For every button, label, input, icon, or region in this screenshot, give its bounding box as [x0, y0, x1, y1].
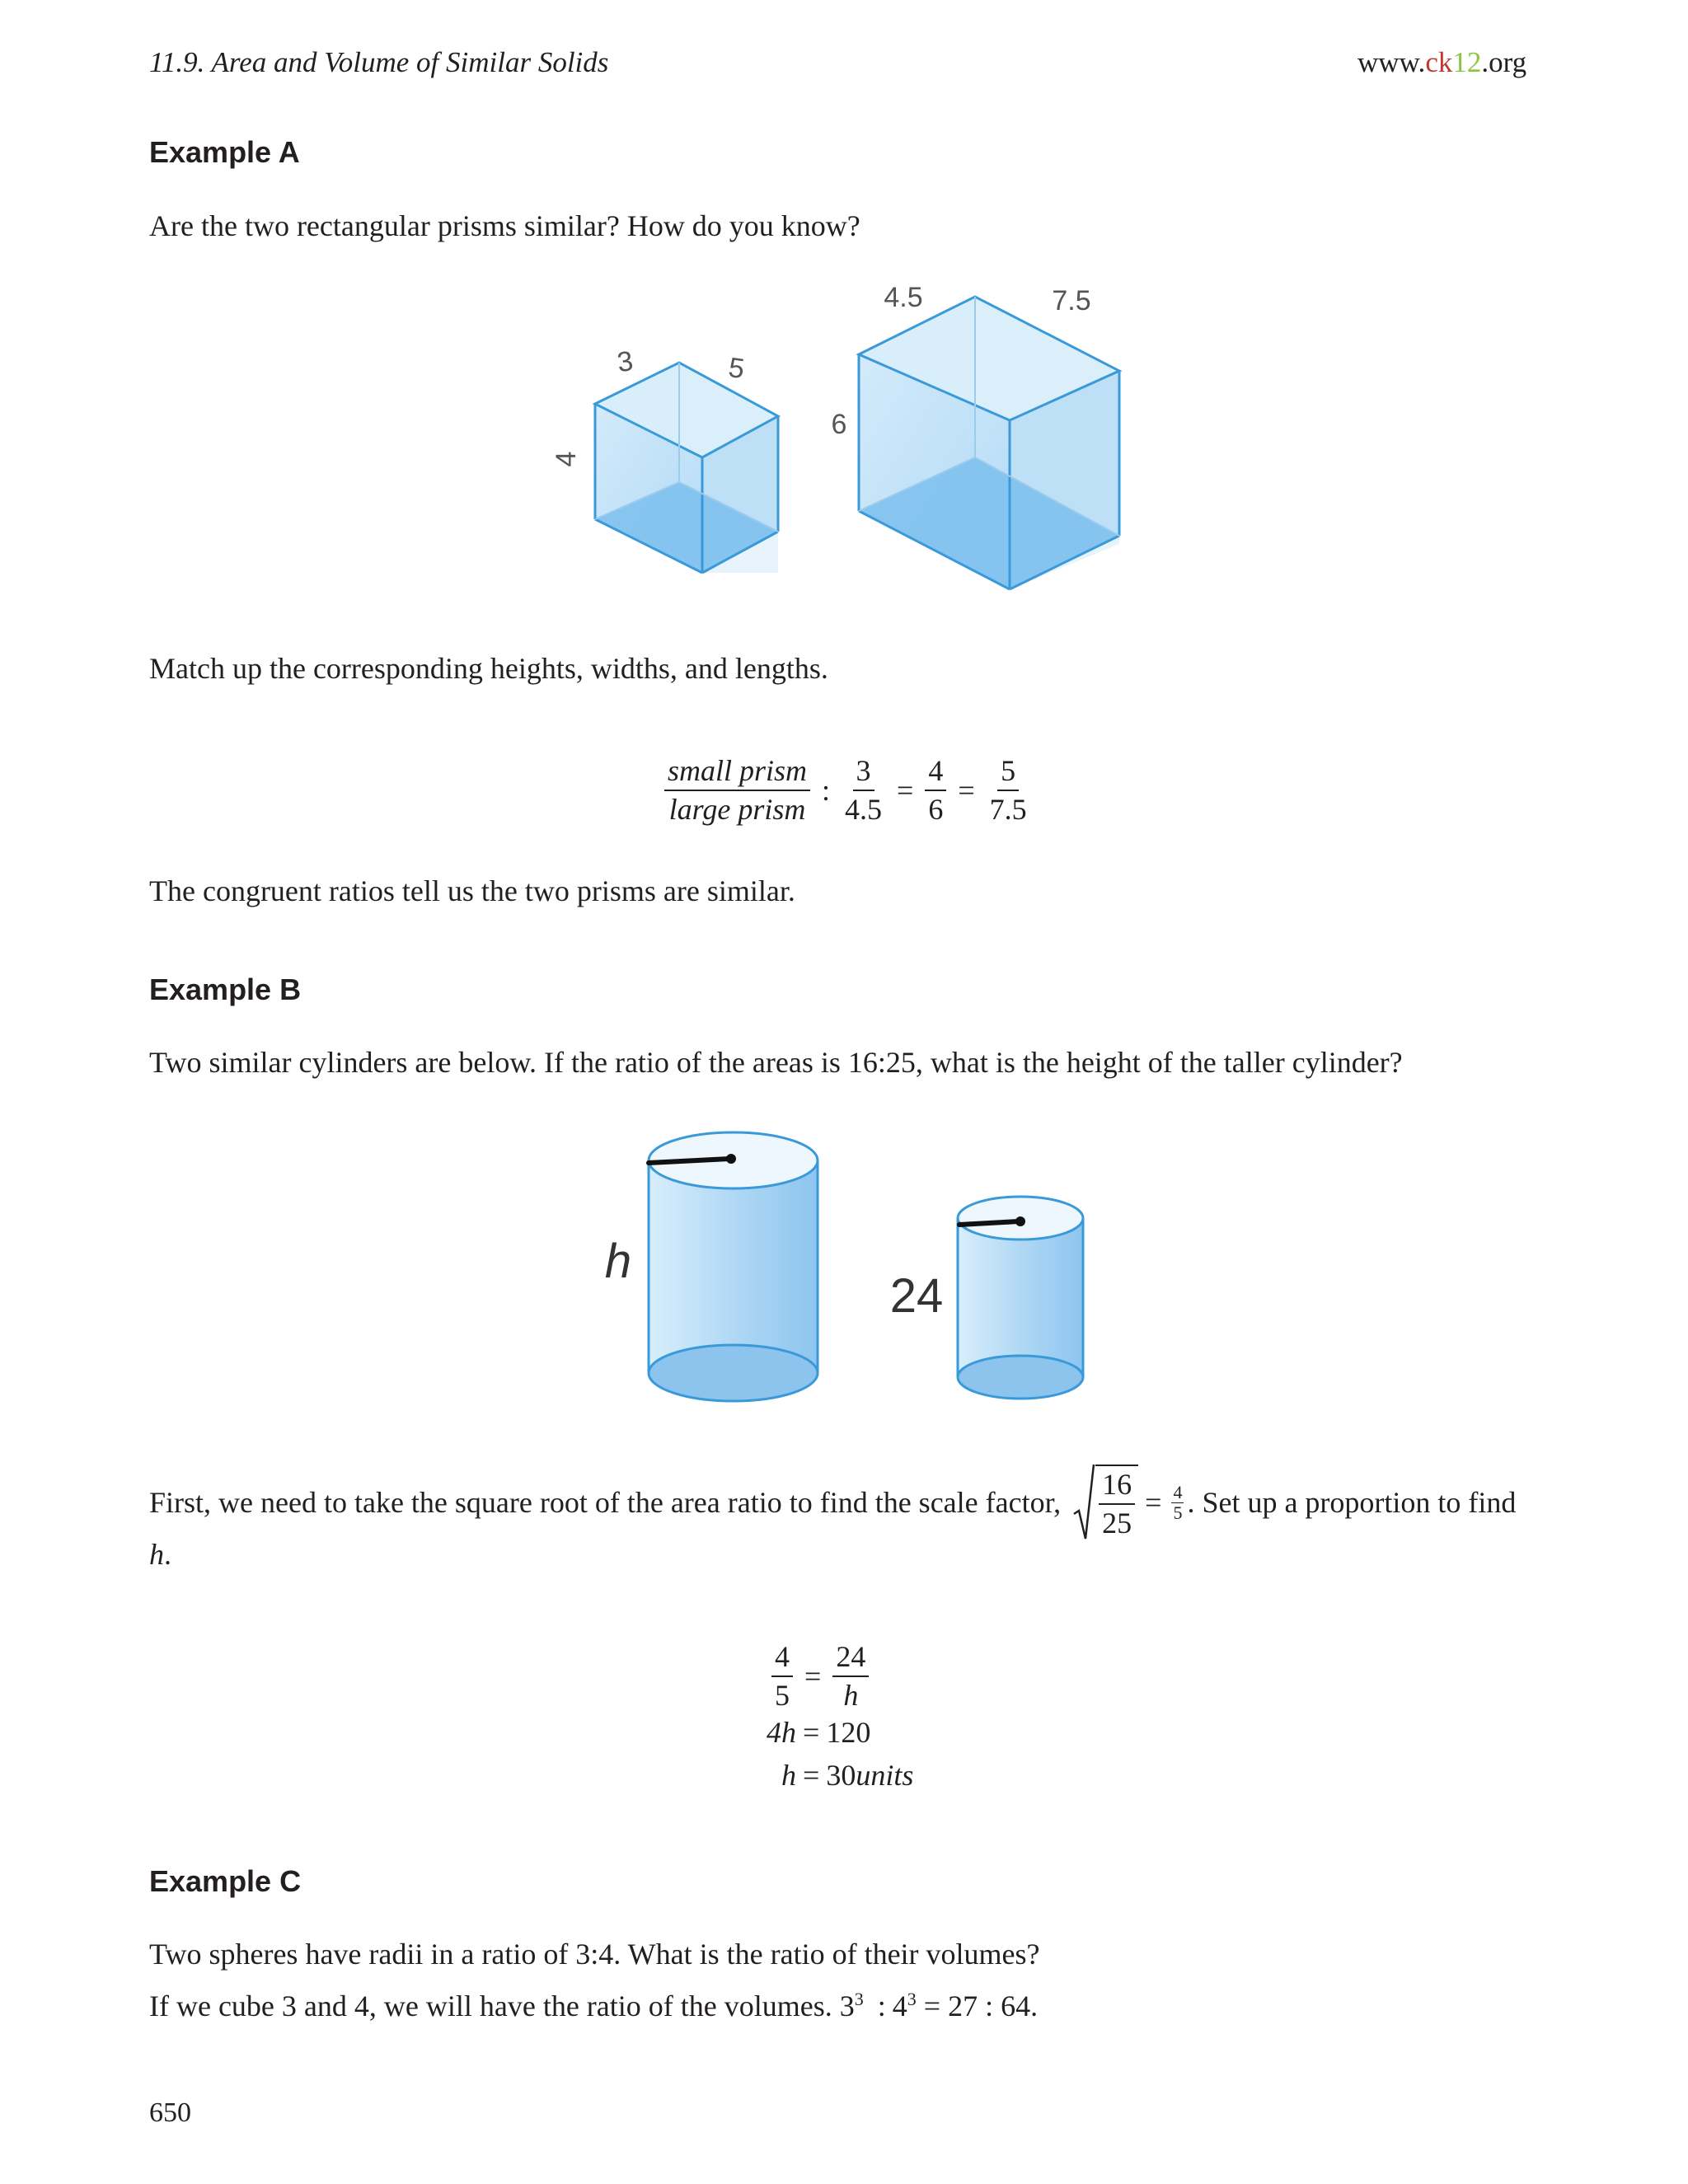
example-c-answer [149, 1989, 1038, 2023]
solution-line-2-left: 4h [767, 1715, 796, 1749]
solution-line-2-right: 120 [826, 1715, 871, 1749]
tall-cylinder-height-label: h [604, 1235, 632, 1288]
answer-colon: : [877, 1990, 886, 2022]
explanation-text-after: . Set up a proportion to find [1187, 1486, 1517, 1519]
solution-fraction-left [771, 1640, 793, 1713]
ratio-fraction-1-den: 4.5 [845, 793, 883, 827]
ratio-fraction-3-den: 7.5 [989, 793, 1027, 827]
explanation-text-before: First, we need to take the square root of the area ratio to find the scale factor, [149, 1486, 1062, 1519]
equals-sign: = [803, 1715, 820, 1749]
answer-exponent-1: 3 [854, 1989, 864, 2009]
short-cylinder-height-label: 24 [889, 1269, 944, 1323]
cylinders-figure [577, 1121, 1104, 1418]
example-a-question: Are the two rectangular prisms similar? How do you know? [149, 209, 860, 242]
example-b-heading: Example B [149, 972, 302, 1006]
ratio-fraction-2-den: 6 [928, 793, 944, 827]
large-prism-height-label: 6 [831, 409, 847, 440]
solution-left-num: 4 [771, 1640, 793, 1677]
site-url-suffix: .org [1481, 46, 1527, 78]
example-c-question: Two spheres have radii in a ratio of 3:4. What is the ratio of their volumes? [149, 1938, 1040, 1971]
large-prism-width-label: 4.5 [884, 282, 923, 313]
solution-line-3-left: h [781, 1758, 796, 1792]
scale-den: 5 [1173, 1502, 1183, 1523]
small-prism [551, 345, 778, 573]
equals-sign: = [897, 774, 914, 808]
page-number: 650 [149, 2097, 191, 2128]
solution-line-3-unit: units [856, 1758, 914, 1792]
prism-ratio-label-fraction [664, 754, 810, 827]
square-root [1072, 1463, 1138, 1542]
example-c-answer-text: If we cube 3 and 4, we will have the ratio of the volumes. [149, 1990, 832, 2022]
equals-sign: = [1145, 1486, 1162, 1519]
site-url-12: 12 [1452, 46, 1482, 78]
ratio-fraction-2 [925, 754, 946, 827]
example-a-step: Match up the corresponding heights, widths, and lengths. [149, 652, 828, 685]
variable-h: h [149, 1538, 164, 1571]
prism-ratio-bottom: large prism [668, 793, 806, 827]
prisms-figure [544, 280, 1154, 618]
answer-exponent-2: 3 [907, 1989, 917, 2009]
tall-cylinder [605, 1132, 818, 1401]
solution-right-den: h [843, 1679, 859, 1713]
example-c-heading: Example C [149, 1864, 302, 1898]
site-url[interactable] [1357, 46, 1526, 79]
short-cylinder-radius [959, 1221, 1019, 1225]
small-prism-height-label: 4 [551, 451, 582, 467]
solution-line-2 [767, 1715, 964, 1750]
ratio-fraction-1-num: 3 [853, 754, 874, 791]
site-url-ck: ck [1425, 46, 1453, 78]
scale-num: 4 [1173, 1482, 1183, 1503]
small-prism-width-label: 3 [615, 344, 635, 379]
proportion-solution [767, 1640, 964, 1793]
example-b-explanation [149, 1463, 1516, 1542]
answer-base-1: 3 [839, 1990, 855, 2022]
ratio-colon: : [822, 774, 831, 808]
equals-sign: = [804, 1660, 822, 1694]
solution-fraction-right [832, 1640, 869, 1713]
equals-sign: = [958, 774, 975, 808]
scale-factor-fraction [1171, 1483, 1184, 1521]
solution-right-num: 24 [832, 1640, 869, 1677]
solution-left-den: 5 [775, 1679, 790, 1713]
answer-result: = 27 : 64. [923, 1990, 1039, 2022]
ratio-fraction-3 [987, 754, 1030, 827]
ratio-fraction-2-num: 4 [925, 754, 946, 791]
site-url-prefix: www. [1357, 46, 1426, 78]
solution-line-3 [767, 1758, 964, 1793]
large-prism-length-label: 7.5 [1052, 285, 1091, 316]
example-a-heading: Example A [149, 135, 300, 169]
prism-ratio-equation [659, 754, 1035, 827]
example-b-question: Two similar cylinders are below. If the ratio of the areas is 16:25, what is the height of the taller cylinder? [149, 1046, 1403, 1079]
small-prism-length-label: 5 [726, 351, 747, 386]
running-header-section: 11.9. Area and Volume of Similar Solids [149, 46, 609, 78]
answer-base-2: 4 [892, 1990, 907, 2022]
sqrt-num: 16 [1099, 1468, 1135, 1505]
large-prism [832, 282, 1119, 589]
sqrt-den: 25 [1102, 1507, 1132, 1540]
ratio-fraction-1 [842, 754, 885, 827]
period: . [164, 1538, 171, 1571]
explanation-continuation [149, 1537, 171, 1572]
radical-sign-icon [1072, 1463, 1095, 1542]
ratio-fraction-3-num: 5 [997, 754, 1019, 791]
solution-line-1 [767, 1640, 964, 1713]
prism-ratio-top: small prism [664, 754, 810, 791]
example-a-conclusion: The congruent ratios tell us the two prisms are similar. [149, 874, 795, 907]
short-cylinder [890, 1197, 1083, 1399]
solution-line-3-value: 30 [826, 1758, 856, 1792]
equals-sign: = [803, 1758, 820, 1792]
